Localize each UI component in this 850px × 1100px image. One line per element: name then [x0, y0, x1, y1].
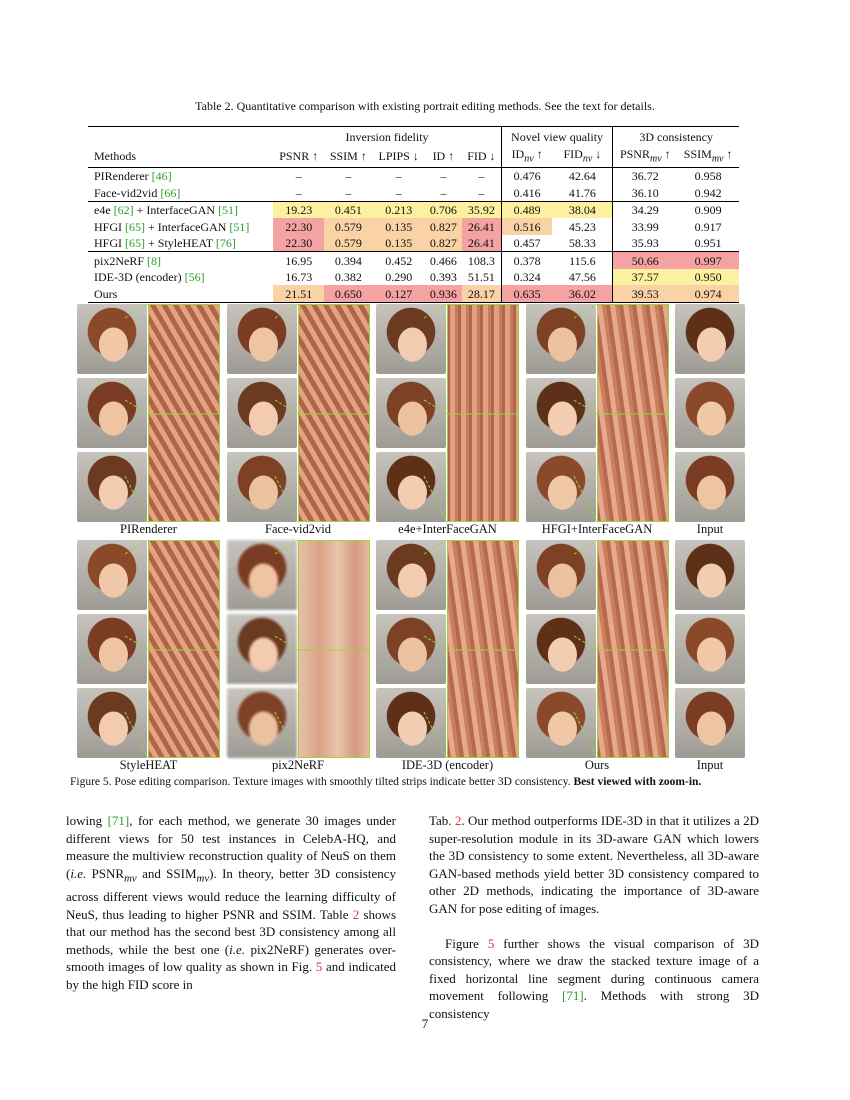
- col-ssim-mv: $SSIM_{mv}$ ↑: [683, 146, 733, 164]
- table-cell: –: [462, 167, 501, 184]
- table-cell: 0.951: [694, 236, 722, 251]
- guide-lines: [77, 304, 220, 522]
- results-table: [88, 126, 739, 303]
- table-cell: –: [395, 185, 402, 200]
- group-inversion-fidelity: Inversion fidelity: [273, 127, 501, 146]
- table-cell: 38.04: [552, 201, 612, 218]
- table-row: [88, 167, 739, 184]
- table-cell: –: [324, 167, 372, 184]
- table-cell: 22.30: [273, 218, 324, 235]
- group-3d-consistency: 3D consistency: [613, 127, 739, 146]
- col-ssim: SSIM ↑: [329, 149, 367, 164]
- left-paragraph: lowing [71], for each method, we generate 30 images under different views for 50 test instances in CelebA-HQ, and measure the multiview reconstruction quality of NeuS on them (i.e. $PSNR_{mv}$ and $SSIM_{mv}$). In theory, better 3D consistency across different views would reduce the learning difficulty of NeuS, thus leading to higher PSNR and SSIM. Table 2 shows that our method has the second best 3D consistency among all methods, while the best one (i.e. pix2NeRF) generates over-smooth images of low quality as shown in Fig. 5 and indicated by the high FID score in: [66, 813, 396, 992]
- table-cell: 51.51: [467, 270, 495, 285]
- table-cell: 47.56: [568, 270, 596, 285]
- figure-panel: [526, 540, 669, 772]
- table-cell: 16.95: [273, 252, 324, 269]
- guide-lines: [227, 540, 370, 758]
- guide-lines: [526, 540, 669, 758]
- right-paragraph-1: Tab. 2. Our method outperforms IDE-3D in that it utilizes a 2D super-resolution module in its 3D-aware GAN which lowers the 3D consistency to some extent. Nevertheless, all 3D-aware GAN-based methods yield better 3D consistency compared to other 2D methods, indicating the importance of 3D-aware GAN for pose editing of images.: [429, 813, 759, 916]
- table-cell: 108.3: [462, 252, 501, 269]
- table-cell: 0.416: [501, 184, 552, 201]
- table-cell: 0.917: [694, 219, 722, 234]
- col-id: ID ↑: [432, 149, 455, 164]
- table-cell: 0.579: [324, 218, 372, 235]
- figure-panel: [376, 304, 519, 536]
- table-cell: 50.66: [613, 252, 677, 269]
- table-cell: 36.02: [552, 285, 612, 302]
- table-cell: 0.135: [373, 235, 425, 252]
- panel-label: HFGI+InterFaceGAN: [541, 522, 653, 536]
- table-cell: 39.53: [613, 285, 677, 302]
- portrait-image: [675, 614, 745, 684]
- figure-panel: [227, 540, 370, 772]
- table-cell: 37.57: [613, 269, 677, 286]
- table-row: [88, 235, 739, 252]
- table-cell: 33.99: [613, 218, 677, 235]
- table-cell: 0.650: [324, 285, 372, 302]
- table-cell: 0.958: [677, 167, 739, 184]
- table-row: [88, 285, 739, 302]
- figure-panel: [227, 304, 370, 536]
- table-cell: 0.457: [501, 235, 552, 252]
- table-cell: 22.30: [273, 235, 324, 252]
- portrait-image: [675, 378, 745, 448]
- right-paragraph-2: Figure 5 further shows the visual comparison of 3D consistency, where we draw the stacked texture image of a fixed horizontal line segment during continuous camera movement following [71]. Methods with strong 3D consistency: [429, 935, 759, 1021]
- table-cell: 41.76: [568, 185, 596, 200]
- portrait-image: [675, 688, 745, 758]
- table-row: [88, 201, 739, 218]
- table-cell: 26.41: [462, 235, 501, 252]
- table-cell: 0.827: [425, 235, 462, 252]
- table-cell: 0.324: [501, 269, 552, 286]
- table-cell: 0.950: [677, 269, 739, 286]
- method-name: Face-vid2vid [66]: [94, 185, 181, 200]
- table-cell: 0.997: [677, 252, 739, 269]
- table-cell: –: [440, 185, 447, 200]
- guide-lines: [376, 540, 519, 758]
- table-cell: 34.29: [613, 201, 677, 218]
- guide-lines: [526, 304, 669, 522]
- panel-label: Input: [696, 522, 724, 536]
- panel-label: Input: [696, 758, 724, 772]
- table-cell: 36.72: [613, 167, 677, 184]
- panel-label: e4e+InterFaceGAN: [398, 522, 497, 536]
- table-row: [88, 269, 739, 286]
- figure-panel: [77, 304, 220, 536]
- table-cell: 0.635: [501, 285, 552, 302]
- method-name: e4e [62] + InterfaceGAN [51]: [88, 201, 273, 218]
- table-cell: 16.73: [285, 270, 313, 285]
- portrait-image: [675, 304, 745, 374]
- table-cell: –: [345, 185, 352, 200]
- figure-panel: [675, 304, 745, 536]
- table-cell: 0.489: [501, 201, 552, 218]
- table-row: [88, 184, 739, 201]
- figure-panel: [526, 304, 669, 536]
- method-name: IDE-3D (encoder) [56]: [94, 270, 205, 285]
- table-cell: 0.213: [373, 201, 425, 218]
- table-cell: 58.33: [568, 236, 596, 251]
- group-novel-view: Novel view quality: [501, 127, 613, 146]
- col-fid-nv: $FID_{nv}$ ↓: [563, 146, 602, 164]
- table-cell: 0.466: [425, 252, 462, 269]
- table-cell: 0.942: [694, 185, 722, 200]
- table-cell: 36.10: [613, 184, 677, 201]
- table-cell: 0.451: [324, 201, 372, 218]
- figure-caption: Figure 5. Pose editing comparison. Texture images with smoothly tilted strips indicate better 3D consistency. Best viewed with zoom-in.: [70, 776, 702, 788]
- right-column: [429, 812, 759, 1023]
- table-cell: 28.17: [462, 285, 501, 302]
- table-cell: 0.476: [501, 167, 552, 184]
- table-row: [88, 218, 739, 235]
- figure-panel: [675, 540, 745, 772]
- table-cell: –: [478, 185, 485, 200]
- panel-label: Face-vid2vid: [265, 522, 331, 536]
- method-name: HFGI [65] + StyleHEAT [76]: [94, 236, 236, 251]
- table-row: [88, 252, 739, 269]
- table-cell: –: [373, 167, 425, 184]
- method-name: PIRenderer [46]: [88, 167, 273, 184]
- figure-panel: [376, 540, 519, 772]
- table-cell: 21.51: [273, 285, 324, 302]
- table-cell: 0.579: [324, 235, 372, 252]
- table-cell: 0.452: [373, 252, 425, 269]
- table-cell: 0.394: [324, 252, 372, 269]
- left-column: [66, 812, 396, 994]
- table-cell: 0.135: [373, 218, 425, 235]
- page-number: 7: [421, 1016, 429, 1031]
- guide-lines: [227, 304, 370, 522]
- table-cell: 35.93: [613, 235, 677, 252]
- panel-label: IDE-3D (encoder): [401, 758, 494, 772]
- table-cell: 0.393: [429, 270, 457, 285]
- table-cell: 0.127: [373, 285, 425, 302]
- table-cell: 0.936: [425, 285, 462, 302]
- portrait-image: [675, 452, 745, 522]
- table-caption: Table 2. Quantitative comparison with existing portrait editing methods. See the text for details.: [195, 99, 655, 113]
- panel-label: PIRenderer: [120, 522, 177, 536]
- table-cell: 45.23: [568, 219, 596, 234]
- panel-label: pix2NeRF: [271, 758, 325, 772]
- figure-panel: [77, 540, 220, 772]
- table-cell: –: [425, 167, 462, 184]
- table-cell: –: [273, 167, 324, 184]
- method-name: Ours: [88, 285, 273, 302]
- col-psnr: PSNR ↑: [279, 149, 319, 164]
- portrait-image: [675, 540, 745, 610]
- guide-lines: [376, 304, 519, 522]
- table-cell: 35.92: [462, 201, 501, 218]
- table-cell: –: [295, 185, 302, 200]
- table-cell: 0.382: [334, 270, 362, 285]
- table-cell: 0.290: [385, 270, 413, 285]
- method-name: HFGI [65] + InterfaceGAN [51]: [94, 219, 250, 234]
- panel-label: StyleHEAT: [119, 758, 178, 772]
- table-cell: 19.23: [273, 201, 324, 218]
- method-name: pix2NeRF [8]: [88, 252, 273, 269]
- panel-label: Ours: [584, 758, 610, 772]
- col-psnr-mv: $PSNR_{mv}$ ↑: [613, 146, 677, 168]
- table-cell: 0.378: [501, 252, 552, 269]
- table-cell: 0.827: [425, 218, 462, 235]
- col-id-nv: $ID_{nv}$ ↑: [501, 146, 552, 168]
- table-cell: 0.909: [677, 201, 739, 218]
- guide-lines: [77, 540, 220, 758]
- table-cell: 115.6: [552, 252, 612, 269]
- table-cell: 26.41: [462, 218, 501, 235]
- table-cell: 0.516: [501, 218, 552, 235]
- col-lpips: LPIPS ↓: [378, 149, 419, 164]
- col-methods: Methods: [94, 149, 136, 164]
- col-fid: FID ↓: [467, 149, 496, 164]
- table-cell: 42.64: [552, 167, 612, 184]
- table-cell: 0.706: [425, 201, 462, 218]
- table-cell: 0.974: [677, 285, 739, 302]
